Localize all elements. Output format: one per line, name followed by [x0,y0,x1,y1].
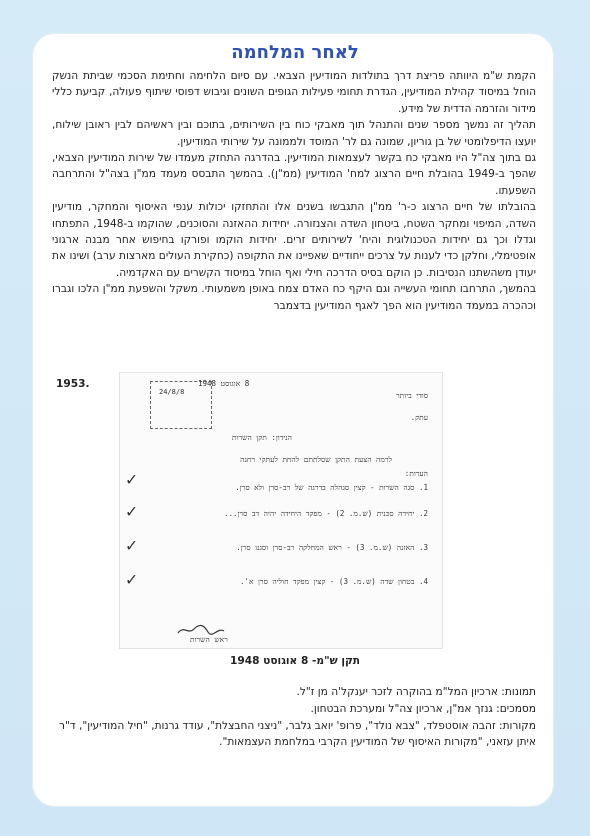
doc-item: 4. בטחון שדה (ש.מ. 3) - קצין מפקד חוליה סרן א'. [239,577,428,586]
article-body [52,68,536,314]
page-title: לאחר המלחמה [231,42,359,63]
doc-item: 2. יחידה סכנית (ש.מ. 2) - מפקד היחידה יהיה דב סרן... [223,509,428,518]
paragraph: תהליך זה נמשך מספר שנים והתנהל תוך מאבקי כוח בין השירותים, בתוכם ובין ראשיהם לבין ראובן שילוח, יועצו הדיפלומטי של בן גוריון, שמונה גם לר' המוסד ולממונה על שירותי המודיעין. [52,119,536,148]
archive-stamp [150,381,212,429]
doc-signature: ראש השרות [190,635,228,644]
checkmark-icon: ✓ [126,501,137,522]
checkmark-icon: ✓ [126,535,137,556]
paragraph: בהמשך, התרחבו תחומי העשייה וגם היקף כח האדם צמח באופן משמעותי. משקל והשפעת ממ"ן הלכו וגברו וכהכרה במעמד המודיעין הוא הפך לאגף המודיעין בדצמבר [52,283,536,312]
image-caption: תקן ש"מ- 8 אוגוסט 1948 [229,655,361,667]
credit-line: מסמכים: גנזך אמ"ן, ארכיון צה"ל ומערכת הבטחון. [310,702,536,715]
stamp-text: 24/8/8 [159,388,185,396]
doc-item: 3. האזנה (ש.מ. 3) - ראש המחלקה רב-סרן וסגנו סרן. [236,543,428,552]
doc-copy: עתק. [410,413,428,422]
checkmark-icon: ✓ [126,569,137,590]
credit-line: מקורות: זהבה אוסטפלד, "צבא נולד", פרופ' יואב גלבר, "ניצני החבצלת", עודד גרנות, "חיל המודיעין", ד"ר איתן עזאני, "מקורות האיסוף של המודיעין הקרבי במלחמת העצמאות". [59,719,536,749]
year-tail: 1953. [56,378,90,390]
doc-classification: סודי ביותר [395,391,428,400]
doc-notes: הערות: [404,469,428,478]
credit-line: תמונות: ארכיון המל"מ בהוקרה לזכר יענקל'ה מן ז"ל. [296,686,536,698]
doc-subject: הנידון: תקן השרות [231,433,292,442]
paragraph: גם בתוך צה"ל היו מאבקי כח בקשר לעצמאות המודיעין. בהדרגה התחזק מעמדו של שירות המודיעין הצבאי, שהפך ב-1949 בהובלת חיים הרצוג למח' המודיעין (ממ"ן). בהמשך התבסס מעמד ממ"ן בצה"ל והתרחבה השפעתו. [52,152,536,197]
checkmark-icon: ✓ [126,469,137,490]
doc-intro: לרמה הצעת התקן שסלתתם להחת לעתקי רחנה [240,455,392,464]
doc-date: 8 אוגוסט 1948 [198,379,250,388]
paragraph: בהובלתו של חיים הרצוג כ-ר' ממ"ן התגבשו בשנים אלו והתחזקו יכולות ענפי האיסוף והמחקר, מודיעין השדה, המיפוי ומחקר השטח, ביטחון השדה והצנזורה. יחידות ההאזנה והסוכנים, שהוקמו ב-1948, התפתחו וגדלו וכך גם יחידות הטכנולוגית והיח' לשירותים זרים. יחידות הוקמו ופורקו בחיפוש אחר מבנה ארגוני אופטימלי, וחלקן כדי לענות על צרכים ייחודיים שאפיינו את התקופה (כחקירת העולים מארצות ערב) ושינו את יעודן משהשתנו הנסיבות. כן הוקם בסיס הדרכה חילי ואף הוחל במיסוד הקשרים עם האקדמיה. [52,201,536,279]
document-image [119,372,443,649]
paragraph: הקמת ש"מ היוותה פריצת דרך בתולדות המודיעין הצבאי. עם סיום הלחימה וחתימת הסכמי שביתת הנשק הוחל במיסוד קהילת המודיעין, הגדרת תחומי פעילות הגופים השונים וגיבוש דפוסי שיתוף פעולה, קביעת כללי מידור והזרמה הדדית של מידע. [52,70,536,115]
credits [52,684,536,751]
doc-item: 1. סגה השרות - קצין סגהלה בדרגה של רב-סרן ולא סרן. [235,483,428,492]
